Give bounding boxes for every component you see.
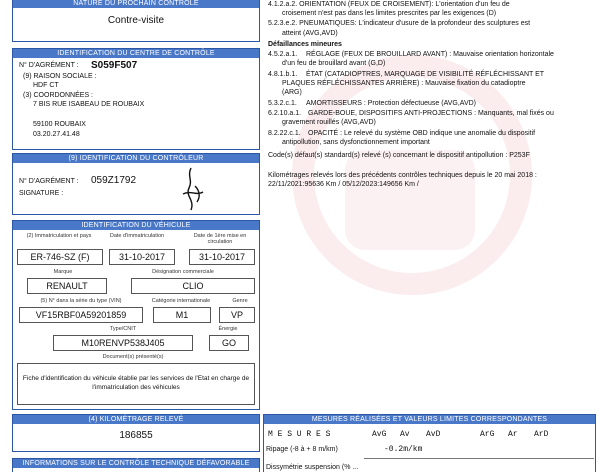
centre-agrement-value: S059F507: [91, 60, 138, 71]
raison-sociale-label: (9) RAISON SOCIALE :: [23, 73, 97, 80]
centre-address: 7 BIS RUE ISABEAU DE ROUBAIX: [33, 101, 145, 108]
categorie-value: M1: [153, 307, 211, 323]
signature-image: [173, 166, 213, 212]
centre-agrement-label: N° D'AGRÉMENT :: [19, 62, 79, 69]
controleur-header: (9) IDENTIFICATION DU CONTRÔLEUR: [13, 154, 259, 163]
col-avd: AvD: [426, 430, 441, 439]
mesures-panel: [263, 414, 596, 472]
date-immat-value: 31-10-2017: [109, 249, 175, 265]
energie-value: GO: [209, 335, 249, 351]
km-value: 186855: [119, 430, 153, 441]
date-1mc-label: Date de 1ère mise en circulation: [193, 233, 247, 245]
vehicule-panel: [12, 220, 260, 410]
mineures-title: Défaillances mineures: [268, 41, 342, 48]
defaillance-line-1: 4.1.2.a.2. ORIENTATION (FEUX DE CROISEMENT): L'orientation d'un feu de: [268, 1, 510, 8]
mineure-1b-text: d'un feu de brouillard avant (G,D): [282, 60, 386, 67]
nature-value: Contre-visite: [107, 15, 165, 26]
coordonnees-label: (3) COORDONNÉES :: [23, 92, 94, 99]
signature-label: SIGNATURE :: [19, 190, 64, 197]
mineure-2-code: 4.8.1.b.1.: [268, 71, 298, 78]
controleur-panel: [12, 153, 260, 215]
energie-label: Énergie: [218, 326, 238, 332]
centre-header: IDENTIFICATION DU CENTRE DE CONTRÔLE: [13, 49, 259, 58]
km-history-line-1: Kilométrages relevés lors des précédents contrôles techniques depuis le 20 mai 2018 :: [268, 172, 537, 179]
centre-city: 59100 ROUBAIX: [33, 121, 86, 128]
km-panel: [12, 414, 260, 452]
mineure-2c-text: (ARG): [282, 89, 302, 96]
mineure-2-text: ÉTAT (CATADIOPTRES, MARQUAGE DE VISIBILITÉ RÉFLÉCHISSANT ET: [306, 71, 545, 78]
col-ard: ArD: [534, 430, 549, 439]
vin-value: VF15RBF0A59201859: [19, 307, 143, 323]
watermark-center: [345, 150, 475, 250]
immat-value: ER-746-SZ (F): [17, 249, 103, 265]
marque-value: RENAULT: [27, 278, 107, 294]
vin-label: (5) N° dans la série du type (VIN): [40, 298, 122, 304]
designation-value: CLIO: [131, 278, 255, 294]
genre-label: Genre: [232, 298, 248, 304]
controleur-agrement-value: 059Z1792: [91, 175, 137, 186]
designation-label: Désignation commerciale: [152, 269, 214, 275]
defaillance-line-3: 5.2.3.e.2. PNEUMATIQUES: L'indicateur d'usure de la profondeur des sculptures est: [268, 20, 531, 27]
mineure-1-code: 4.5.2.a.1.: [268, 51, 298, 58]
mineure-1-text: RÉGLAGE (FEUX DE BROUILLARD AVANT) : Mauvaise orientation horizontale: [306, 51, 554, 58]
km-header: (4) KILOMÉTRAGE RELEVÉ: [13, 415, 259, 424]
mineure-3-code: 5.3.2.c.1.: [268, 100, 297, 107]
mineure-4b-text: gravement rouillés (AVG,AVD): [282, 119, 376, 126]
mineure-3-text: AMORTISSEURS : Protection défectueuse (AVG,AVD): [306, 100, 477, 107]
ripage-label: Ripage (-8 à + 8 m/km): [266, 446, 338, 453]
col-avg: AvG: [372, 430, 387, 439]
mineure-4-code: 6.2.10.a.1.: [268, 110, 302, 117]
raison-sociale-value: HDF CT: [33, 82, 59, 89]
genre-value: VP: [219, 307, 255, 323]
centre-phone: 03.20.27.41.48: [33, 131, 80, 138]
marque-label: Marque: [53, 269, 73, 275]
docs-value: Fiche d'identification du véhicule établie par les services de l'Etat en charge de l'immatriculation des véhicules: [17, 363, 255, 405]
mineure-5-code: 8.2.22.c.1.: [268, 130, 301, 137]
defaillance-line-4: atteint (AVG,AVD): [282, 30, 338, 37]
col-arg: ArG: [480, 430, 495, 439]
nature-header: NATURE DU PROCHAIN CONTRÔLE: [13, 0, 259, 8]
codes-defauts-line: Code(s) défaut(s) standard(s) relevé (s) concernant le dispositif antipollution : P253F: [268, 152, 530, 159]
date-immat-label: Date d'immatriculation: [109, 233, 165, 239]
mineure-2b-text: PLAQUES RÉFLÉCHISSANTES ARRIÈRE) : Mauvaise fixation du catadioptre: [282, 80, 526, 87]
vehicule-header: IDENTIFICATION DU VÉHICULE: [13, 221, 259, 230]
col-av: Av: [400, 430, 410, 439]
type-cnit-label: Type/CNIT: [109, 326, 137, 332]
infos-header: INFORMATIONS SUR LE CONTRÔLE TECHNIQUE DÉFAVORABLE: [13, 459, 259, 468]
date-1mc-value: 31-10-2017: [189, 249, 255, 265]
ripage-value: -0.2m/km: [384, 445, 423, 454]
controleur-agrement-label: N° D'AGRÉMENT :: [19, 178, 79, 185]
docs-label: Document(s) présenté(s): [102, 354, 164, 360]
km-history-line-2: 22/11/2021:95636 Km / 05/12/2023:149656 Km /: [268, 181, 419, 188]
mineure-5-text: OPACITÉ : Le relevé du système OBD indique une anomalie du dispositif: [308, 130, 536, 137]
defaillance-line-2: croisement n'est pas dans les limites prescrites par les exigences (D): [282, 10, 497, 17]
nature-panel: [12, 0, 260, 42]
mineure-5b-text: antipollution, sans dysfonctionnement important: [282, 139, 430, 146]
immat-label: (2) Immatriculation et pays: [26, 233, 92, 239]
centre-panel: [12, 48, 260, 150]
mesures-underline: [364, 458, 594, 459]
mineure-4-text: GARDE-BOUE, DISPOSITIFS ANTI-PROJECTIONS : Manquants, mal fixés ou: [308, 110, 554, 117]
col-ar: Ar: [508, 430, 518, 439]
dissymetrie-label: Dissymétrie suspension (% ...: [266, 464, 359, 471]
categorie-label: Catégorie internationale: [151, 298, 211, 304]
mesures-header: MESURES RÉALISÉES ET VALEURS LIMITES CORRESPONDANTES: [264, 415, 595, 424]
mesures-label: M E S U R E S: [268, 430, 331, 439]
type-cnit-value: M10RENVP538J405: [53, 335, 193, 351]
